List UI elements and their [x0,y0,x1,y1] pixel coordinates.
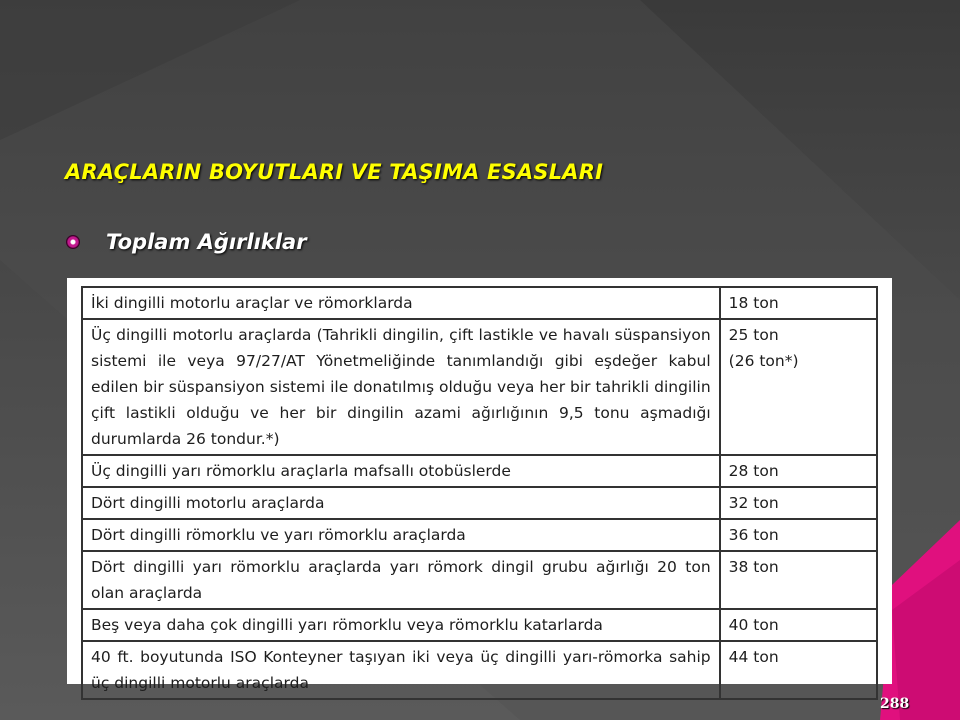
row-description: 40 ft. boyutunda ISO Konteyner taşıyan iki veya üç dingilli yarı-römorka sahip üç dingilli motorlu araçlarda [82,641,720,699]
row-description: Üç dingilli motorlu araçlarda (Tahrikli dingilin, çift lastikle ve havalı süspansiyon sistemi ile veya 97/27/AT Yönetmeliğinde tanımlandığı gibi eşdeğer kabul edilen bir süspansiyon sistemi ile donatılmış olduğu veya her bir tahrikli dingilin çift lastikli olduğu ve her bir dingilin azami ağırlığının 9,5 tonu aşmadığı durumlarda 26 tondur.*) [82,319,720,455]
weight-value: 28 ton [728,462,779,480]
weight-value: 36 ton [728,526,779,544]
row-description: Dört dingilli yarı römorklu araçlarda yarı römork dingil grubu ağırlığı 20 ton olan araçlarda [82,551,720,609]
table-row [82,487,877,519]
row-description: Üç dingilli yarı römorklu araçlarla mafsallı otobüslerde [82,455,720,487]
table-row [82,287,877,319]
table-row [82,609,877,641]
weight-value: 32 ton [728,494,779,512]
bullet-text: Toplam Ağırlıklar [106,230,307,254]
table-row [82,519,877,551]
row-description: Dört dingilli römorklu ve yarı römorklu araçlarda [82,519,720,551]
table-row [82,641,877,699]
row-weight [720,319,877,455]
weight-value: 44 ton [728,648,779,666]
bullet-icon [66,235,80,249]
row-description: Dört dingilli motorlu araçlarda [82,487,720,519]
bullet-item [66,230,307,254]
weights-table-panel [67,278,892,692]
weight-value: (26 ton*) [728,352,799,370]
weight-value: 25 ton [728,326,779,344]
weights-table [81,286,878,700]
row-weight [720,609,877,641]
weight-value: 18 ton [728,294,779,312]
row-description: Beş veya daha çok dingilli yarı römorklu veya römorklu katarlarda [82,609,720,641]
table-row [82,319,877,455]
row-description: İki dingilli motorlu araçlar ve römorklarda [82,287,720,319]
row-weight [720,287,877,319]
row-weight [720,641,877,699]
weight-value: 40 ton [728,616,779,634]
row-weight [720,519,877,551]
table-row [82,455,877,487]
weight-value: 38 ton [728,558,779,576]
row-weight [720,487,877,519]
row-weight [720,551,877,609]
slide-title: ARAÇLARIN BOYUTLARI VE TAŞIMA ESASLARI [65,160,604,184]
table-row [82,551,877,609]
row-weight [720,455,877,487]
page-number: 288 [880,696,910,712]
